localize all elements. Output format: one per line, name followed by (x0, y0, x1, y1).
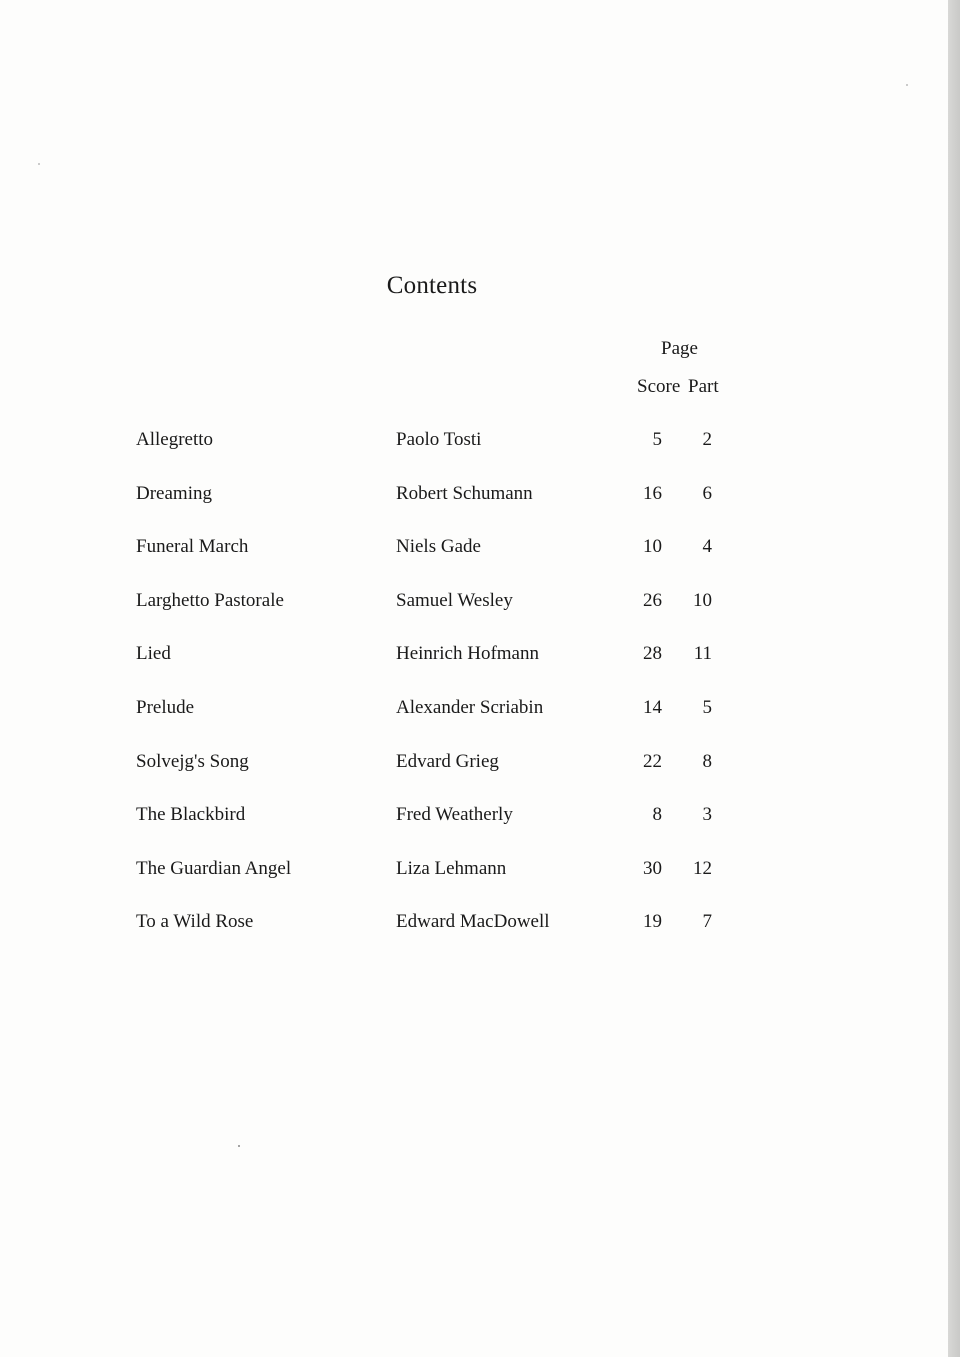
part-page: 3 (702, 804, 712, 826)
composer-name: Alexander Scriabin (396, 696, 544, 718)
score-page: 30 (643, 857, 662, 879)
piece-title: Lied (136, 643, 171, 665)
composer-name: Edvard Grieg (396, 750, 499, 772)
composer-name: Samuel Wesley (396, 589, 513, 611)
score-page: 5 (652, 429, 662, 450)
list-item (0, 426, 948, 480)
list-item (0, 587, 948, 641)
score-page: 22 (643, 750, 662, 772)
part-page: 11 (693, 643, 712, 665)
part-page: 12 (693, 857, 712, 879)
list-item (0, 908, 948, 962)
score-page: 19 (643, 911, 662, 933)
part-page: 5 (702, 696, 712, 718)
list-item (0, 748, 948, 802)
piece-title: To a Wild Rose (136, 911, 254, 933)
header-part: Part (688, 376, 719, 397)
piece-title: Dreaming (136, 482, 212, 504)
composer-name: Fred Weatherly (396, 804, 513, 826)
paper-speck (238, 1145, 240, 1147)
list-item (0, 480, 948, 534)
piece-title: Larghetto Pastorale (136, 589, 284, 611)
piece-title: Allegretto (136, 429, 214, 450)
paper-speck (38, 163, 40, 165)
composer-name: Liza Lehmann (396, 857, 507, 879)
header-page: Page (661, 338, 698, 359)
part-page: 4 (702, 536, 712, 558)
score-page: 26 (643, 589, 662, 611)
contents-list (0, 426, 948, 962)
score-page: 10 (643, 536, 662, 558)
list-item (0, 640, 948, 694)
piece-title: Funeral March (136, 536, 249, 558)
score-page: 14 (643, 696, 662, 718)
piece-title: Prelude (136, 696, 195, 718)
part-page: 2 (702, 429, 712, 450)
part-page: 7 (702, 911, 712, 933)
score-page: 16 (643, 482, 662, 504)
score-page: 28 (643, 643, 662, 665)
list-item (0, 533, 948, 587)
part-page: 6 (702, 482, 712, 504)
piece-title: The Guardian Angel (136, 857, 292, 879)
list-item (0, 855, 948, 909)
composer-name: Edward MacDowell (396, 911, 550, 933)
piece-title: The Blackbird (136, 804, 246, 826)
piece-title: Solvejg's Song (136, 750, 249, 772)
part-page: 10 (693, 589, 712, 611)
score-page: 8 (652, 804, 662, 826)
composer-name: Niels Gade (396, 536, 481, 558)
composer-name: Heinrich Hofmann (396, 643, 539, 665)
page-edge (948, 0, 960, 1357)
composer-name: Paolo Tosti (396, 429, 482, 450)
list-item (0, 801, 948, 855)
page-title: Contents (386, 272, 478, 299)
paper-speck (906, 84, 908, 86)
header-score: Score (637, 376, 681, 397)
composer-name: Robert Schumann (396, 482, 533, 504)
list-item (0, 694, 948, 748)
part-page: 8 (702, 750, 712, 772)
